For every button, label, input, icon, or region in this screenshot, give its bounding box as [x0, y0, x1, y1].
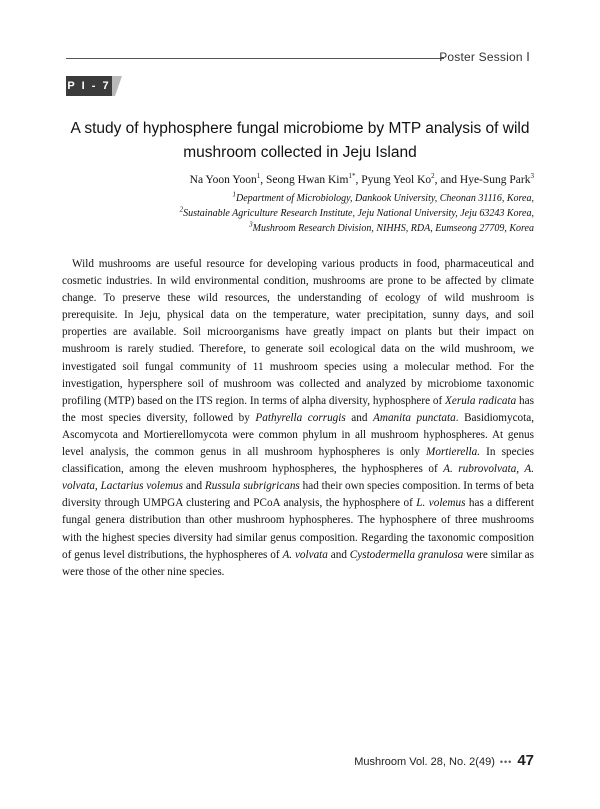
- affiliation: $^2$Sustainable Agriculture Research Institute, Jeju National University, Jeju 63243 Korea,: [179, 205, 534, 219]
- genus-name: Mortierella.: [426, 446, 480, 459]
- author-sup: 1: [256, 172, 261, 181]
- species-name: L. volemus: [416, 497, 466, 510]
- header-rule: [66, 58, 444, 59]
- author-list: Na Yoon Yoon$^1$, Seong Hwan Kim$^{1*}$, Pyung Yeol Ko$^2$, and Hye-Sung Park$^3$: [189, 172, 534, 186]
- author-name: Seong Hwan Kim: [266, 174, 349, 186]
- poster-code: P I - 7: [66, 76, 112, 96]
- species-name: Amanita punctata: [373, 411, 456, 424]
- author-sup: 1*: [348, 172, 356, 181]
- journal-citation: Mushroom Vol. 28, No. 2(49): [354, 756, 495, 768]
- affiliation: $^3$Mushroom Research Division, NIHHS, RDA, Eumseong 27709, Korea: [249, 220, 534, 234]
- abstract: [62, 256, 534, 581]
- species-name: A. volvata: [282, 548, 328, 561]
- author-name: Pyung Yeol Ko: [361, 174, 432, 186]
- species-name: Pathyrella corrugis: [255, 411, 346, 424]
- author-name: Na Yoon Yoon: [189, 174, 257, 186]
- session-label: Poster Session Ⅰ: [439, 50, 530, 64]
- author-name: and Hye-Sung Park: [440, 174, 531, 186]
- species-name: Russula subrigricans: [204, 480, 300, 493]
- page-footer: [354, 752, 534, 769]
- author-sup: 3: [530, 172, 534, 181]
- species-name: Cystodermella granulosa: [349, 548, 464, 561]
- paper-title: A study of hyphosphere fungal microbiome by MTP analysis of wild mushroom collected in Jeju Island: [70, 120, 530, 161]
- badge-accent: [112, 76, 122, 96]
- species-name: A. rubrovolvata, A. volvata, Lactarius volemus: [62, 463, 534, 493]
- footer-dots: •••: [499, 757, 513, 767]
- affiliation: $^1$Department of Microbiology, Dankook University, Cheonan 31116, Korea,: [232, 190, 534, 204]
- author-sup: 2: [431, 172, 435, 181]
- poster-code-badge: [66, 76, 122, 96]
- page-number: 47: [517, 752, 534, 769]
- species-name: Xerula radicata: [445, 394, 517, 407]
- abstract-paragraph: Wild mushrooms are useful resource for developing various products in food, pharmaceutical and cosmetic industries. In wild environmental condition, mushrooms are prone to be affected by climate change. To preserve these wild resources, the understanding of ecology of wild mushroom is prerequisite. In Jeju, physical data on the temperature, water precipitation, sunny days, and soil properties are available. Soil microorganisms have greatly impact on plants but their impact on mushroom is rarely studied. Therefore, to generate soil ecological data on the wild mushroom, we investigated soil fungal community of 11 mushroom species using a molecular method. For the investigation, hypersphere soil of mushroom was collected and analyzed by microbiome taxonomic profiling (MTP) based on the ITS region. In terms of alpha diversity, hyphosphere of Xerula radicata has the most species diversity, followed by Pathyrella corrugis and Amanita punctata. Basidiomycota, Ascomycota and Mortierellomycota were common phylum in all mushroom hyphospheres. At genus level analysis, the common genus in all mushroom hyphospheres is only Mortierella. In species classification, among the eleven mushroom hyphospheres, the hyphospheres of A. rubrovolvata, A. volvata, Lactarius volemus and Russula subrigricans had their own species composition. In terms of beta diversity through UMPGA clustering and PCoA analysis, the hyphosphere of L. volemus has a different fungal genera distribution than other mushroom hyphospheres. The hyphosphere of three mushrooms with the highest species diversity had similar genus composition. Regarding the taxonomic composition of genus level distributions, the hyphospheres of A. volvata and Cystodermella granulosa were similar as were those of the other nine species.: [62, 258, 535, 578]
